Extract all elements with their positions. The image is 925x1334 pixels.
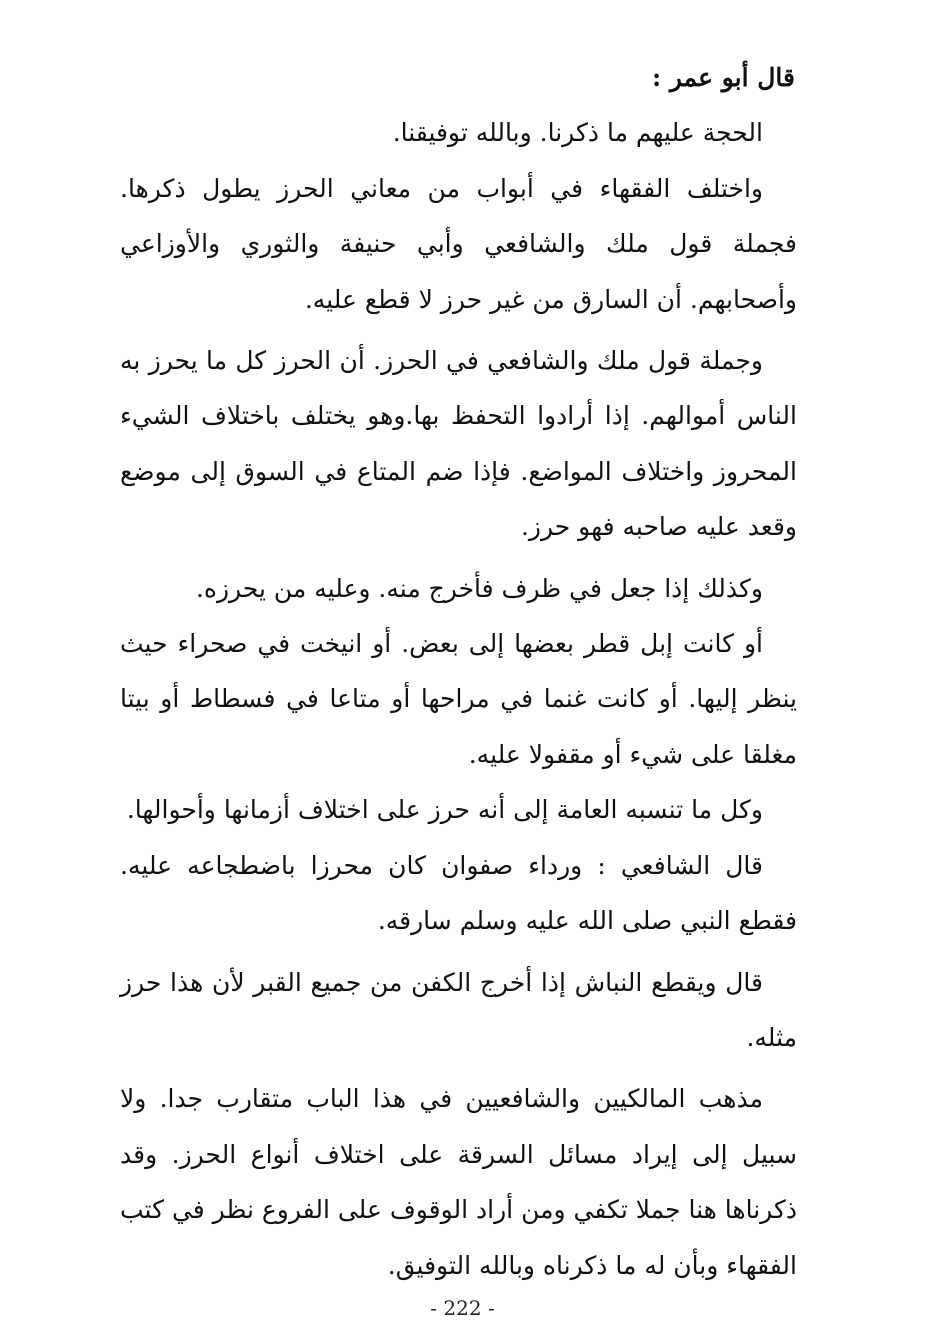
paragraph-6: وكل ما تنسبه العامة إلى أنه حرز على اختلاف أزمانها وأحوالها.: [126, 795, 763, 825]
paragraph-5: أو كانت إبل قطر بعضها إلى بعض. أو انيخت في صحراء حيث ينظر إليها. أو كانت غنما في مراحها أو متاعا في فسطاط أو بيتا مغلقا على شيء أو مقفولا عليه.: [120, 629, 797, 769]
paragraph-8: قال ويقطع النباش إذا أخرج الكفن من جميع القبر لأن هذا حرز مثله.: [120, 967, 797, 1052]
paragraph-4: وكذلك إذا جعل في ظرف فأخرج منه. وعليه من يحرزه.: [195, 573, 763, 603]
section-heading: قال أبو عمر :: [651, 63, 795, 92]
paragraph-7: قال الشافعي : ورداء صفوان كان محرزا باضطجاعه عليه. فقطع النبي صلى الله عليه وسلم سارقه.: [120, 850, 797, 936]
paragraph-1: الحجة عليهم ما ذكرنا. وبالله توفيقنا.: [392, 118, 763, 148]
paragraph-3: وجملة قول ملك والشافعي في الحرز. أن الحرز كل ما يحرز به الناس أموالهم. إذا أرادوا التحفظ بها.وهو يختلف باختلاف الشيء المحروز واختلاف المواضع. فإذا ضم المتاع في السوق إلى موضع وقعد عليه صاحبه فهو حرز.: [120, 346, 797, 542]
page-number: - 222 -: [430, 1296, 495, 1320]
text-body: [120, 50, 797, 1293]
paragraph-9: مذهب المالكيين والشافعيين في هذا الباب متقارب جدا. ولا سبيل إلى إيراد مسائل السرقة على اختلاف أنواع الحرز. وقد ذكرناها هنا جملا تكفي ومن أراد الوقوف على الفروع نظر في كتب الفقهاء وبأن له ما ذكرناه وبالله التوفيق.: [120, 1084, 798, 1280]
paragraph-2: واختلف الفقهاء في أبواب من معاني الحرز يطول ذكرها. فجملة قول ملك والشافعي وأبي حنيفة والثوري والأوزاعي وأصحابهم. أن السارق من غير حرز لا قطع عليه.: [120, 173, 797, 314]
